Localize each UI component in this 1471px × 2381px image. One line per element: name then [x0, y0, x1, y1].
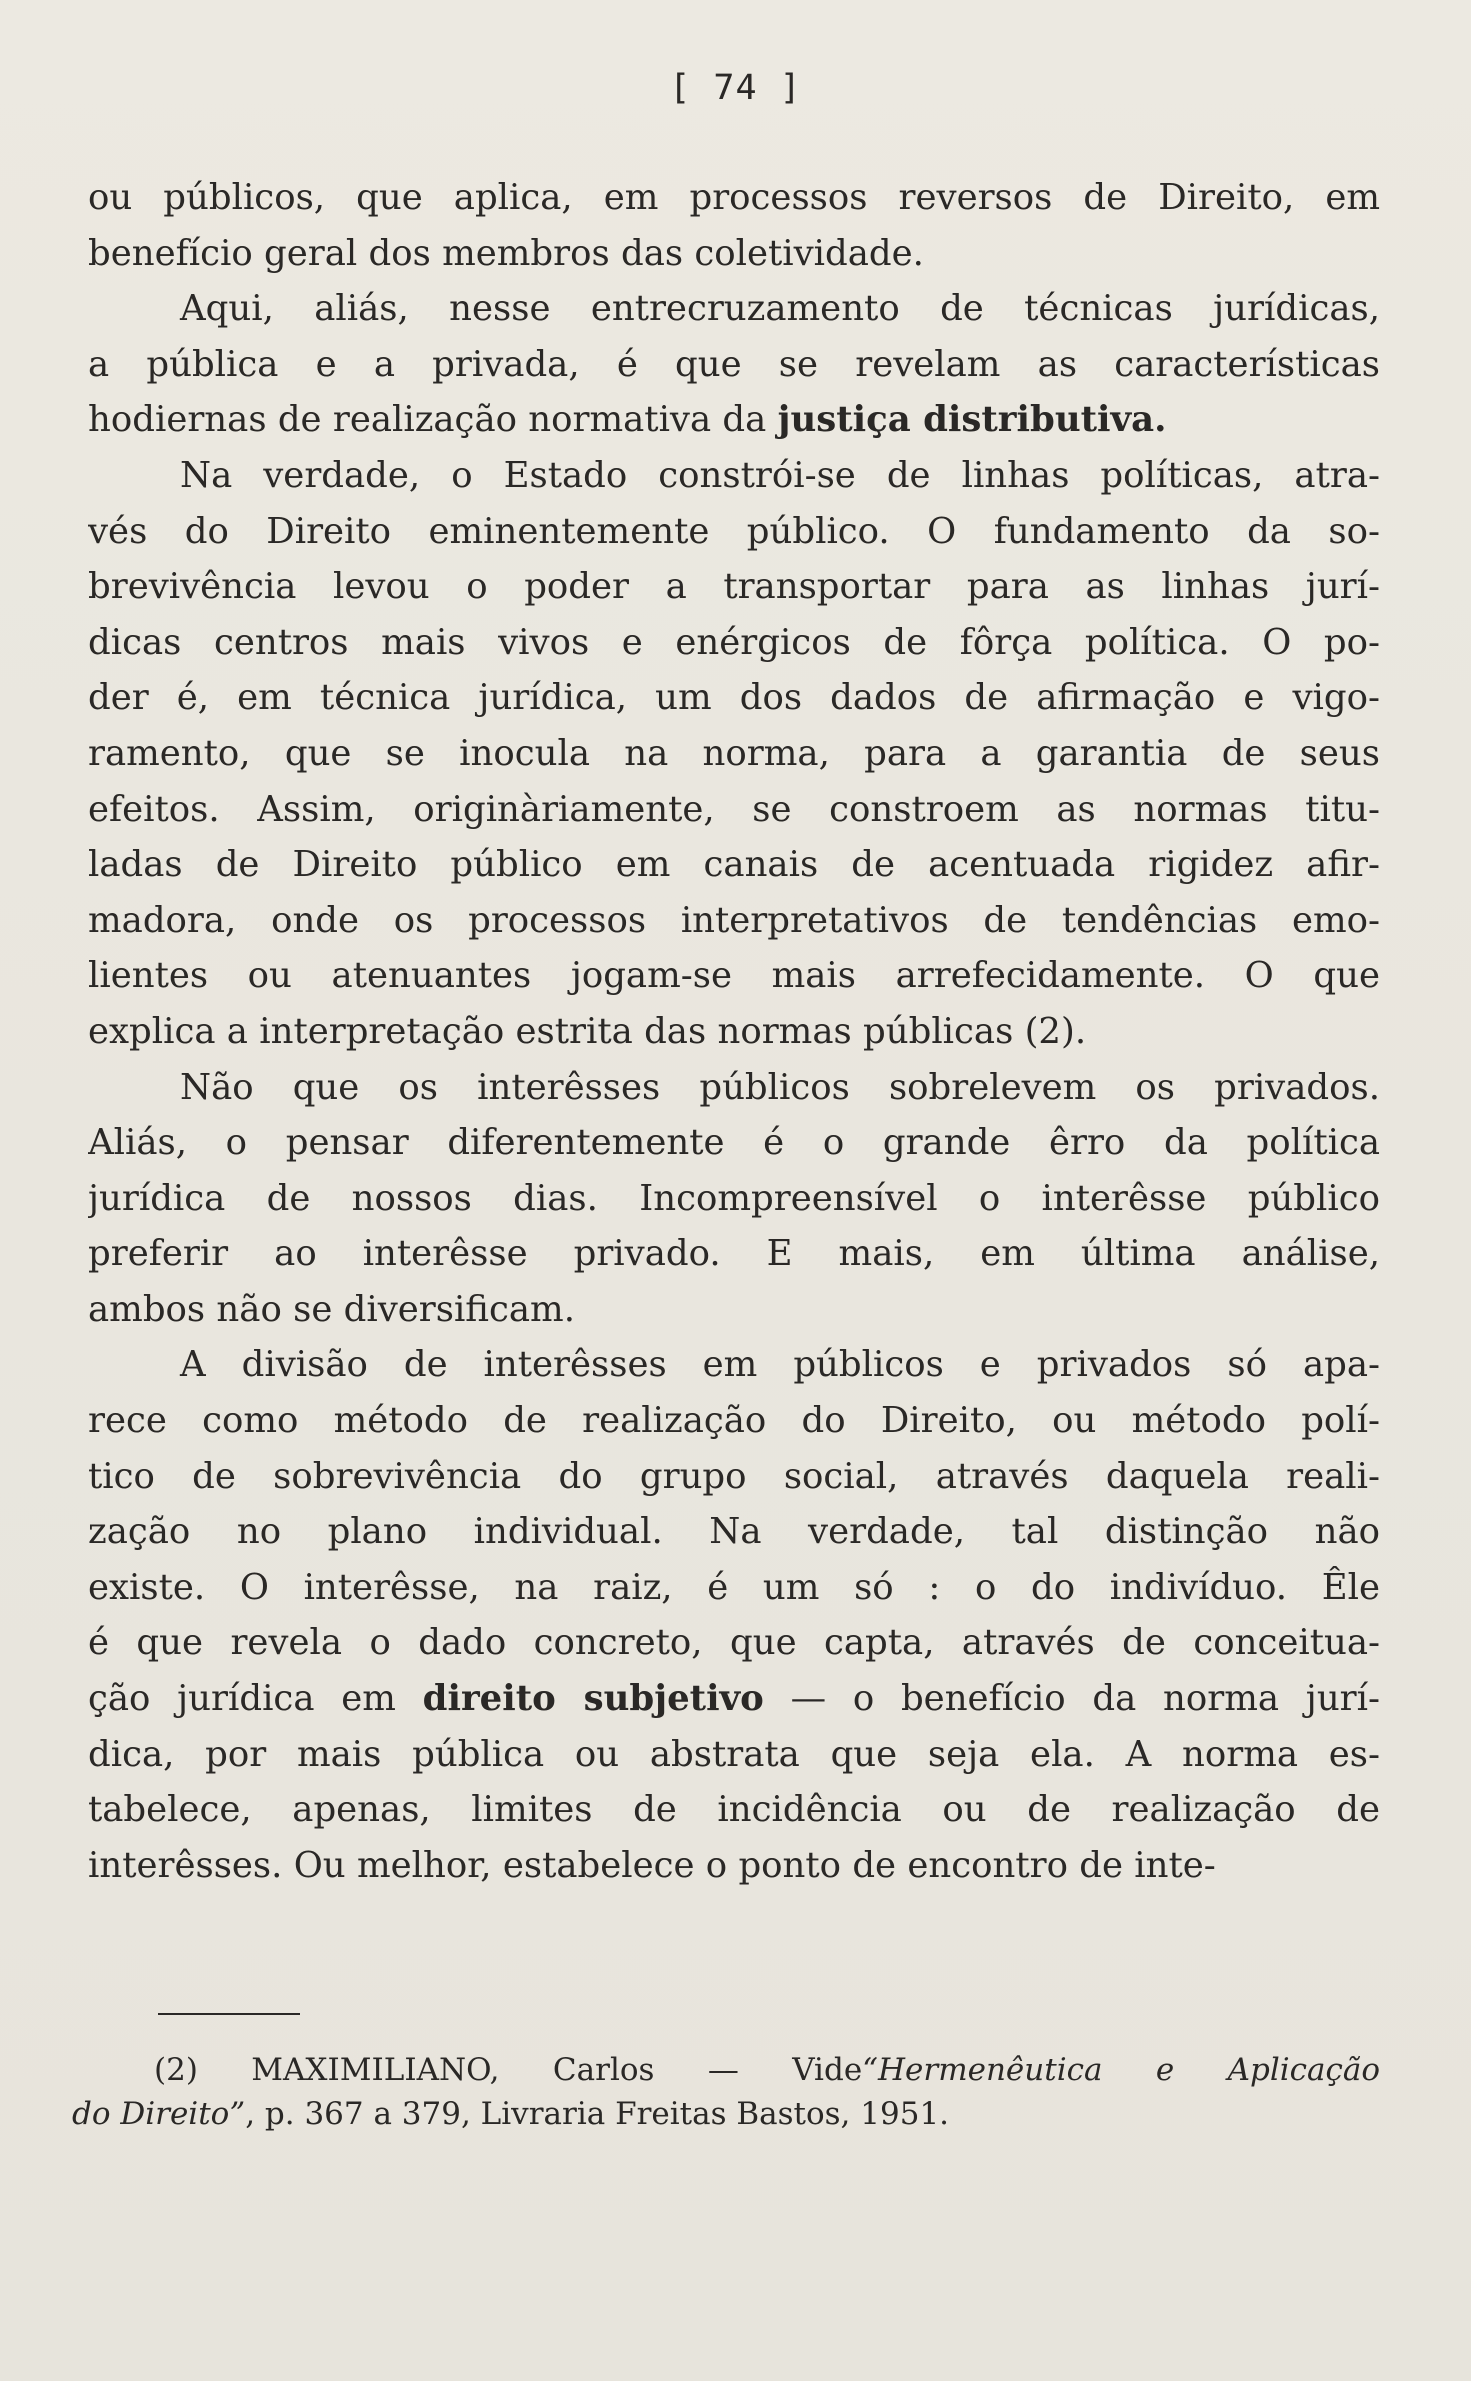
text-line: ou públicos, que aplica, em processos reversos de Direito, em — [88, 177, 1380, 218]
text-line: Na verdade, o Estado constrói-se de linhas políticas, atra- — [180, 454, 1380, 496]
text-line: madora, onde os processos interpretativos de tendências emo- — [88, 899, 1380, 941]
text-line: Não que os interêsses públicos sobrelevem os privados. — [180, 1066, 1380, 1108]
footnote-divider — [158, 2013, 300, 2015]
text-line: Aqui, aliás, nesse entrecruzamento de técnicas jurídicas, — [180, 288, 1380, 330]
text-line: benefício geral dos membros das coletividade. — [88, 232, 924, 274]
footnotes — [72, 2048, 1380, 2136]
text-line: jurídica de nossos dias. Incompreensível o interêsse público — [88, 1177, 1380, 1219]
text-line: interêsses. Ou melhor, estabelece o ponto de encontro de inte- — [88, 1844, 1216, 1886]
text-line: der é, em técnica jurídica, um dos dados de afirmação e vigo- — [88, 677, 1380, 719]
text-line: explica a interpretação estrita das normas públicas (2). — [88, 1010, 1087, 1052]
text-line: dicas centros mais vivos e enérgicos de fôrça política. O po- — [88, 621, 1380, 663]
text-line: zação no plano individual. Na verdade, tal distinção não — [88, 1511, 1380, 1553]
bold-term: justiça distributiva. — [777, 399, 1167, 441]
text-line: Aliás, o pensar diferentemente é o grande êrro da política — [88, 1122, 1380, 1164]
footnote-line: (2) MAXIMILIANO, Carlos — Vide“Hermenêutica e Aplicação — [154, 2052, 1380, 2088]
text-line: a pública e a privada, é que se revelam as características — [88, 343, 1380, 385]
footnote-line: do Direito”, p. 367 a 379, Livraria Freitas Bastos, 1951. — [72, 2096, 950, 2132]
text-line: efeitos. Assim, originàriamente, se constroem as normas titu- — [88, 788, 1380, 830]
bold-term: direito subjetivo — [422, 1678, 764, 1720]
text-line: hodiernas de realização normativa da justiça distributiva. — [88, 399, 1167, 441]
italic-title: “Hermenêutica e Aplicação — [862, 2052, 1380, 2088]
italic-title: do Direito” — [72, 2096, 246, 2132]
text-line: ladas de Direito público em canais de acentuada rigidez afir- — [88, 844, 1380, 886]
text-line: ramento, que se inocula na norma, para a garantia de seus — [88, 732, 1380, 774]
text-line: rece como método de realização do Direito, ou método polí- — [88, 1400, 1380, 1442]
text-line: é que revela o dado concreto, que capta, através de conceitua- — [88, 1622, 1380, 1664]
text-line: ambos não se diversificam. — [88, 1288, 575, 1330]
text-line: vés do Direito eminentemente público. O fundamento da so- — [88, 510, 1380, 552]
text-line: A divisão de interêsses em públicos e privados só apa- — [180, 1344, 1380, 1386]
body-text — [88, 170, 1380, 1893]
footnote — [72, 2048, 1380, 2136]
text-line: preferir ao interêsse privado. E mais, em última análise, — [88, 1233, 1380, 1275]
text-line: lientes ou atenuantes jogam-se mais arrefecidamente. O que — [88, 955, 1380, 997]
text-line: dica, por mais pública ou abstrata que seja ela. A norma es- — [88, 1733, 1380, 1775]
text-line: existe. O interêsse, na raiz, é um só : o do indivíduo. Êle — [88, 1566, 1380, 1608]
paragraph — [88, 170, 1380, 281]
text-line: tabelece, apenas, limites de incidência ou de realização de — [88, 1789, 1380, 1831]
page-number: [ 74 ] — [669, 68, 802, 108]
paragraph — [88, 448, 1380, 1060]
text-line: ção jurídica em direito subjetivo — o benefício da norma jurí- — [88, 1678, 1380, 1720]
paragraph — [88, 1337, 1380, 1893]
paragraph — [88, 1060, 1380, 1338]
text-line: brevivência levou o poder a transportar para as linhas jurí- — [88, 566, 1380, 608]
paragraph — [88, 281, 1380, 448]
text-line: tico de sobrevivência do grupo social, através daquela reali- — [88, 1455, 1380, 1497]
